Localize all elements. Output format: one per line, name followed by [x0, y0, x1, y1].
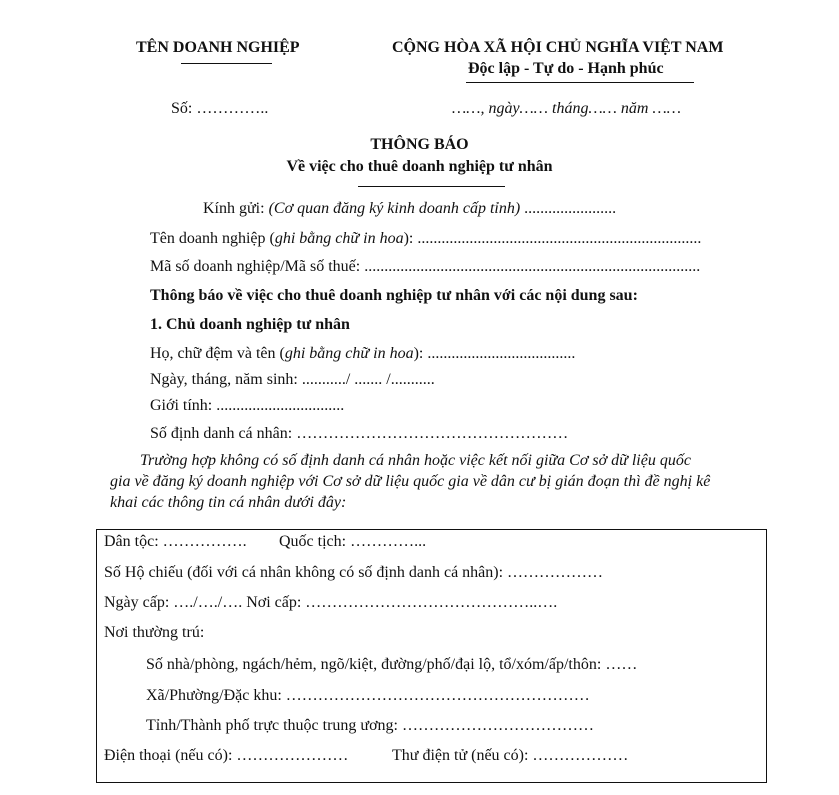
document-subtitle: Về việc cho thuê doanh nghiệp tư nhân	[286, 158, 553, 175]
id-number-line: Số định danh cá nhân: ……………………………………………	[150, 425, 569, 442]
date-of-birth-line: Ngày, tháng, năm sinh: .........../ ....... /...........	[150, 371, 435, 388]
issue-date-line: Ngày cấp: …./…./…. Nơi cấp: ……………………………………..….	[104, 594, 558, 611]
note-line-1: Trường hợp không có số định danh cá nhân hoặc việc kết nối giữa Cơ sở dữ liệu quốc	[140, 452, 691, 469]
document-title: THÔNG BÁO	[370, 136, 469, 153]
fullname-line: Họ, chữ đệm và tên (ghi bằng chữ in hoa): .....................................	[150, 345, 576, 362]
recipient-authority: (Cơ quan đăng ký kinh doanh cấp tỉnh)	[268, 200, 521, 217]
gender-line: Giới tính: ................................	[150, 397, 345, 414]
recipient-line	[203, 200, 616, 218]
phone-line: Điện thoại (nếu có): …………………	[104, 747, 349, 764]
email-line: Thư điện tử (nếu có): ………………	[392, 747, 629, 764]
document-number: Số: …………..	[171, 100, 269, 117]
note-line-3: khai các thông tin cá nhân dưới đây:	[110, 494, 347, 511]
tax-code-line: Mã số doanh nghiệp/Mã số thuế: ....................................................................................	[150, 258, 701, 275]
nationality-line: Quốc tịch: …………...	[279, 533, 427, 550]
company-underline	[181, 63, 272, 64]
country-name: CỘNG HÒA XÃ HỘI CHỦ NGHĨA VIỆT NAM	[392, 39, 724, 56]
ethnicity-line: Dân tộc: …………….	[104, 533, 247, 550]
province-line: Tỉnh/Thành phố trực thuộc trung ương: ………………………………	[146, 717, 594, 734]
national-motto: Độc lập - Tự do - Hạnh phúc	[468, 60, 664, 77]
recipient-dots: .......................	[520, 200, 617, 217]
note-line-2: gia về đăng ký doanh nghiệp với Cơ sở dữ liệu quốc gia về dân cư bị gián đoạn thì đề nghị kê	[110, 473, 711, 490]
section-1-heading: 1. Chủ doanh nghiệp tư nhân	[150, 316, 350, 333]
passport-line: Số Hộ chiếu (đối với cá nhân không có số định danh cá nhân): ………………	[104, 564, 604, 581]
street-line: Số nhà/phòng, ngách/hẻm, ngõ/kiệt, đường/phố/đại lộ, tổ/xóm/ấp/thôn: ……	[146, 656, 638, 673]
ward-line: Xã/Phường/Đặc khu: …………………………………………………	[146, 687, 590, 704]
notice-intro: Thông báo về việc cho thuê doanh nghiệp tư nhân với các nội dung sau:	[150, 287, 638, 304]
motto-underline	[466, 82, 694, 83]
title-underline	[358, 186, 505, 187]
company-name-line: Tên doanh nghiệp (ghi bằng chữ in hoa): .......................................................................	[150, 230, 702, 247]
residence-label: Nơi thường trú:	[104, 624, 205, 641]
company-name-header: TÊN DOANH NGHIỆP	[136, 39, 300, 56]
document-date: ……, ngày…… tháng…… năm ……	[452, 100, 681, 117]
recipient-label: Kính gửi:	[203, 200, 269, 217]
